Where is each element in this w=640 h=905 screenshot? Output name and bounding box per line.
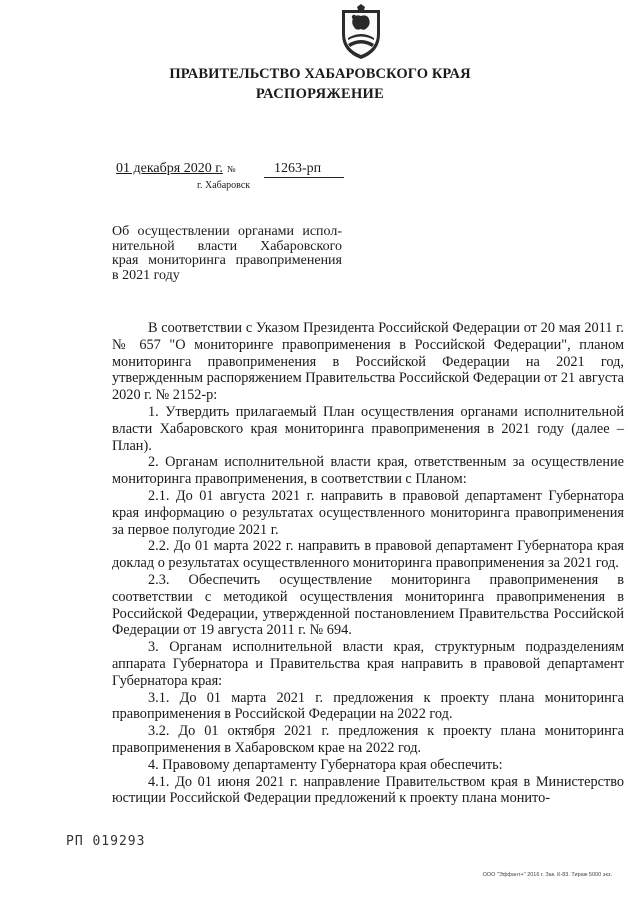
document-date-line	[116, 161, 241, 177]
body-paragraph: 2. Органам исполнительной власти края, ответственным за осуществление мониторинга правоприменения, в соответствии с Планом:	[112, 454, 624, 488]
number-label: №	[226, 164, 236, 174]
subject-line: края мониторинга правоприменения	[112, 253, 342, 268]
document-subject	[112, 225, 342, 283]
body-paragraph: 3. Органам исполнительной власти края, структурным подразделениям аппарата Губернатора и Правительства края направить в правовой департамент Губернатора края:	[112, 639, 624, 689]
document-type: РАСПОРЯЖЕНИЕ	[255, 86, 385, 102]
number-underline	[264, 177, 344, 178]
body-paragraph: 3.1. До 01 марта 2021 г. предложения к проекту плана мониторинга правоприменения в Российской Федерации на 2022 год.	[112, 689, 624, 723]
document-number: 1263-рп	[274, 161, 322, 176]
document-date: 01 декабря 2020 г.	[116, 161, 223, 176]
body-paragraph: 2.2. До 01 марта 2022 г. направить в правовой департамент Губернатора края доклад о результатах осуществленного мониторинга правоприменения за 2021 год.	[112, 538, 624, 572]
document-city: г. Хабаровск	[197, 180, 251, 191]
body-paragraph: 2.1. До 01 августа 2021 г. направить в правовой департамент Губернатора края информацию о результатах осуществленного мониторинга правоприменения за первое полугодие 2021 г.	[112, 487, 624, 538]
body-paragraph: 1. Утвердить прилагаемый План осуществления органами исполнительной власти Хабаровского края мониторинга правоприменения в 2021 году (далее – План).	[112, 403, 624, 454]
body-paragraph: 4.1. До 01 июня 2021 г. направление Правительством края в Министерство юстиции Российской Федерации предложений к проекту плана монито-	[112, 773, 624, 807]
subject-line: Об осуществлении органами испол-	[112, 224, 342, 239]
body-paragraph: 4. Правовому департаменту Губернатора края обеспечить:	[148, 756, 503, 773]
body-paragraph: 3.2. До 01 октября 2021 г. предложения к проекту плана мониторинга правоприменения в Хабаровском крае на 2022 год.	[112, 723, 624, 756]
subject-line: нительной власти Хабаровского	[112, 238, 342, 254]
subject-line: в 2021 году	[112, 267, 180, 283]
government-name: ПРАВИТЕЛЬСТВО ХАБАРОВСКОГО КРАЯ	[169, 66, 471, 82]
body-paragraph: 2.3. Обеспечить осуществление мониторинга правоприменения в соответствии с методикой осуществления мониторинга правоприменения в Российской Федерации, утвержденной постановлением Правительства Российской Федерации от 19 августа 2011 г. № 694.	[112, 571, 624, 639]
printer-imprint: ООО "Эффант+" 2016 г. Зак. К-83. Тираж 5000 экз.	[482, 872, 612, 878]
khabarovsk-coat-of-arms-icon	[336, 4, 386, 62]
document-body	[112, 320, 624, 807]
body-paragraph: В соответствии с Указом Президента Российской Федерации от 20 мая 2011 г. № 657 "О мониторинге правоприменения в Российской Федерации", планом мониторинга правоприменения в Российской Федерации на 2021 год, утвержденным распоряжением Правительства Российской Федерации от 21 августа 2020 г. № 2152-р:	[112, 320, 624, 404]
form-serial-number: РП 019293	[66, 834, 146, 849]
